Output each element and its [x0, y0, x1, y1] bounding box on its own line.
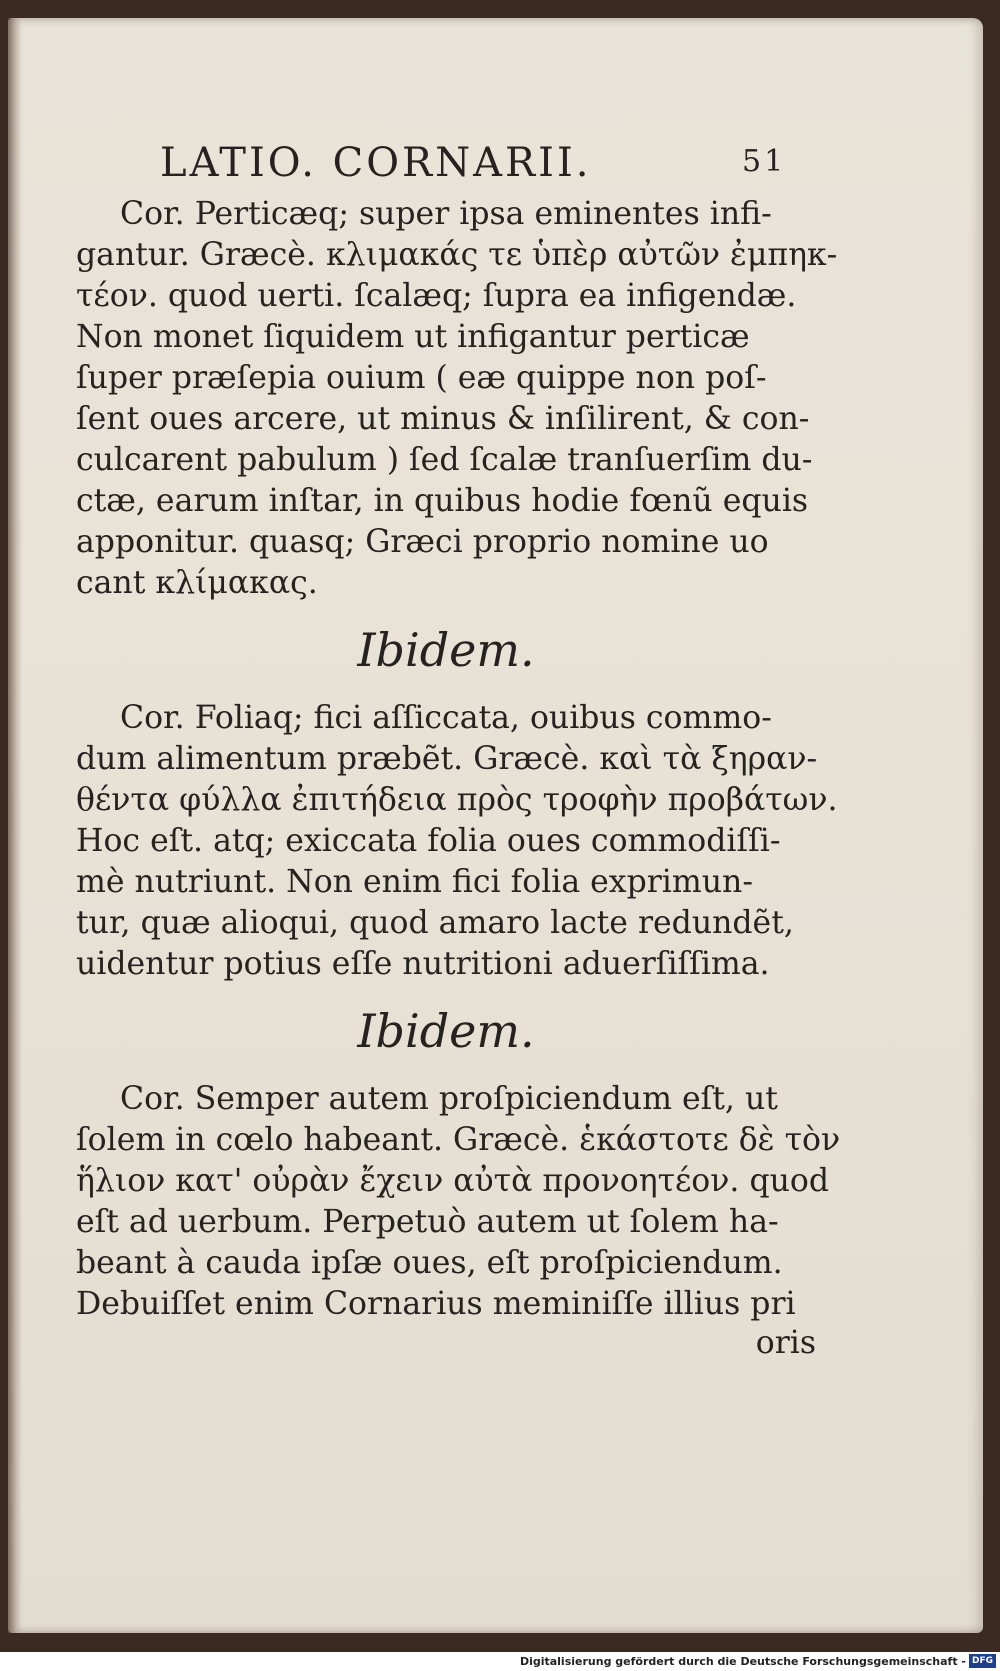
text-line: tur, quæ alioqui, quod amaro lacte redundẽt,	[76, 905, 794, 941]
text-line: Debuiſſet enim Cornarius meminiſſe illius pri	[76, 1286, 796, 1322]
text-line: Non monet ſiquidem ut infigantur perticæ	[76, 319, 750, 355]
text-block	[76, 140, 841, 1361]
text-line: θέντα φύλλα ἐπιτήδεια πρὸς τροφὴν προβάτων.	[76, 782, 838, 818]
page-number: 51	[742, 144, 787, 179]
text-line: cant κλίμακας.	[76, 565, 318, 601]
text-line: apponitur. quasq; Græci proprio nomine uo	[76, 524, 769, 560]
text-line: ſent oues arcere, ut minus & inſilirent, & con-	[76, 401, 810, 437]
text-line: culcarent pabulum ) ſed ſcalæ tranſuerſim du-	[76, 442, 813, 478]
text-line: ἥλιον κατ' οὐρὰν ἔχειν αὐτὰ προνοητέον. quod	[76, 1163, 830, 1199]
section-heading: Ibidem.	[357, 1004, 535, 1058]
text-line: Cor. Perticæq; super ipsa eminentes infi-	[120, 196, 772, 232]
text-line: τέον. quod uerti. ſcalæq; ſupra ea infigendæ.	[76, 278, 797, 314]
dfg-logo: DFG	[969, 1654, 996, 1668]
paragraph-3	[76, 1079, 841, 1325]
text-line: Hoc eſt. atq; exiccata folia oues commodiſſi-	[76, 823, 781, 859]
page-gutter	[8, 18, 22, 1633]
text-line: uidentur potius eſſe nutritioni aduerſiſſima.	[76, 946, 770, 982]
footer-credit: Digitalisierung gefördert durch die Deutsche Forschungsgemeinschaft -	[519, 1655, 966, 1668]
paragraph-1	[76, 194, 838, 604]
text-line: ſuper præſepia ouium ( eæ quippe non poſ-	[76, 360, 767, 396]
text-line: eſt ad uerbum. Perpetuò autem ut ſolem ha-	[76, 1204, 779, 1240]
text-line: mè nutriunt. Non enim fici folia exprimun-	[76, 864, 753, 900]
paragraph-2	[76, 698, 838, 985]
section-heading: Ibidem.	[357, 623, 535, 677]
text-line: beant à cauda ipſæ oues, eſt proſpiciendum.	[76, 1245, 783, 1281]
text-line: Cor. Semper autem proſpiciendum eſt, ut	[120, 1081, 778, 1117]
running-head	[76, 140, 816, 194]
text-line: dum alimentum præbẽt. Græcè. καὶ τὰ ξηραν-	[76, 741, 818, 777]
running-title: LATIO. CORNARII.	[160, 140, 592, 186]
text-line: gantur. Græcè. κλιμακάς τε ὑπὲρ αὐτῶν ἐμπηκ-	[76, 237, 838, 273]
text-line: ſolem in cœlo habeant. Græcè. ἑκάστοτε δὲ τὸν	[76, 1122, 841, 1158]
text-line: Cor. Foliaq; fici aſſiccata, ouibus commo-	[120, 700, 772, 736]
text-line: ctæ, earum inſtar, in quibus hodie fœnũ equis	[76, 483, 809, 519]
catchword: oris	[755, 1325, 816, 1361]
